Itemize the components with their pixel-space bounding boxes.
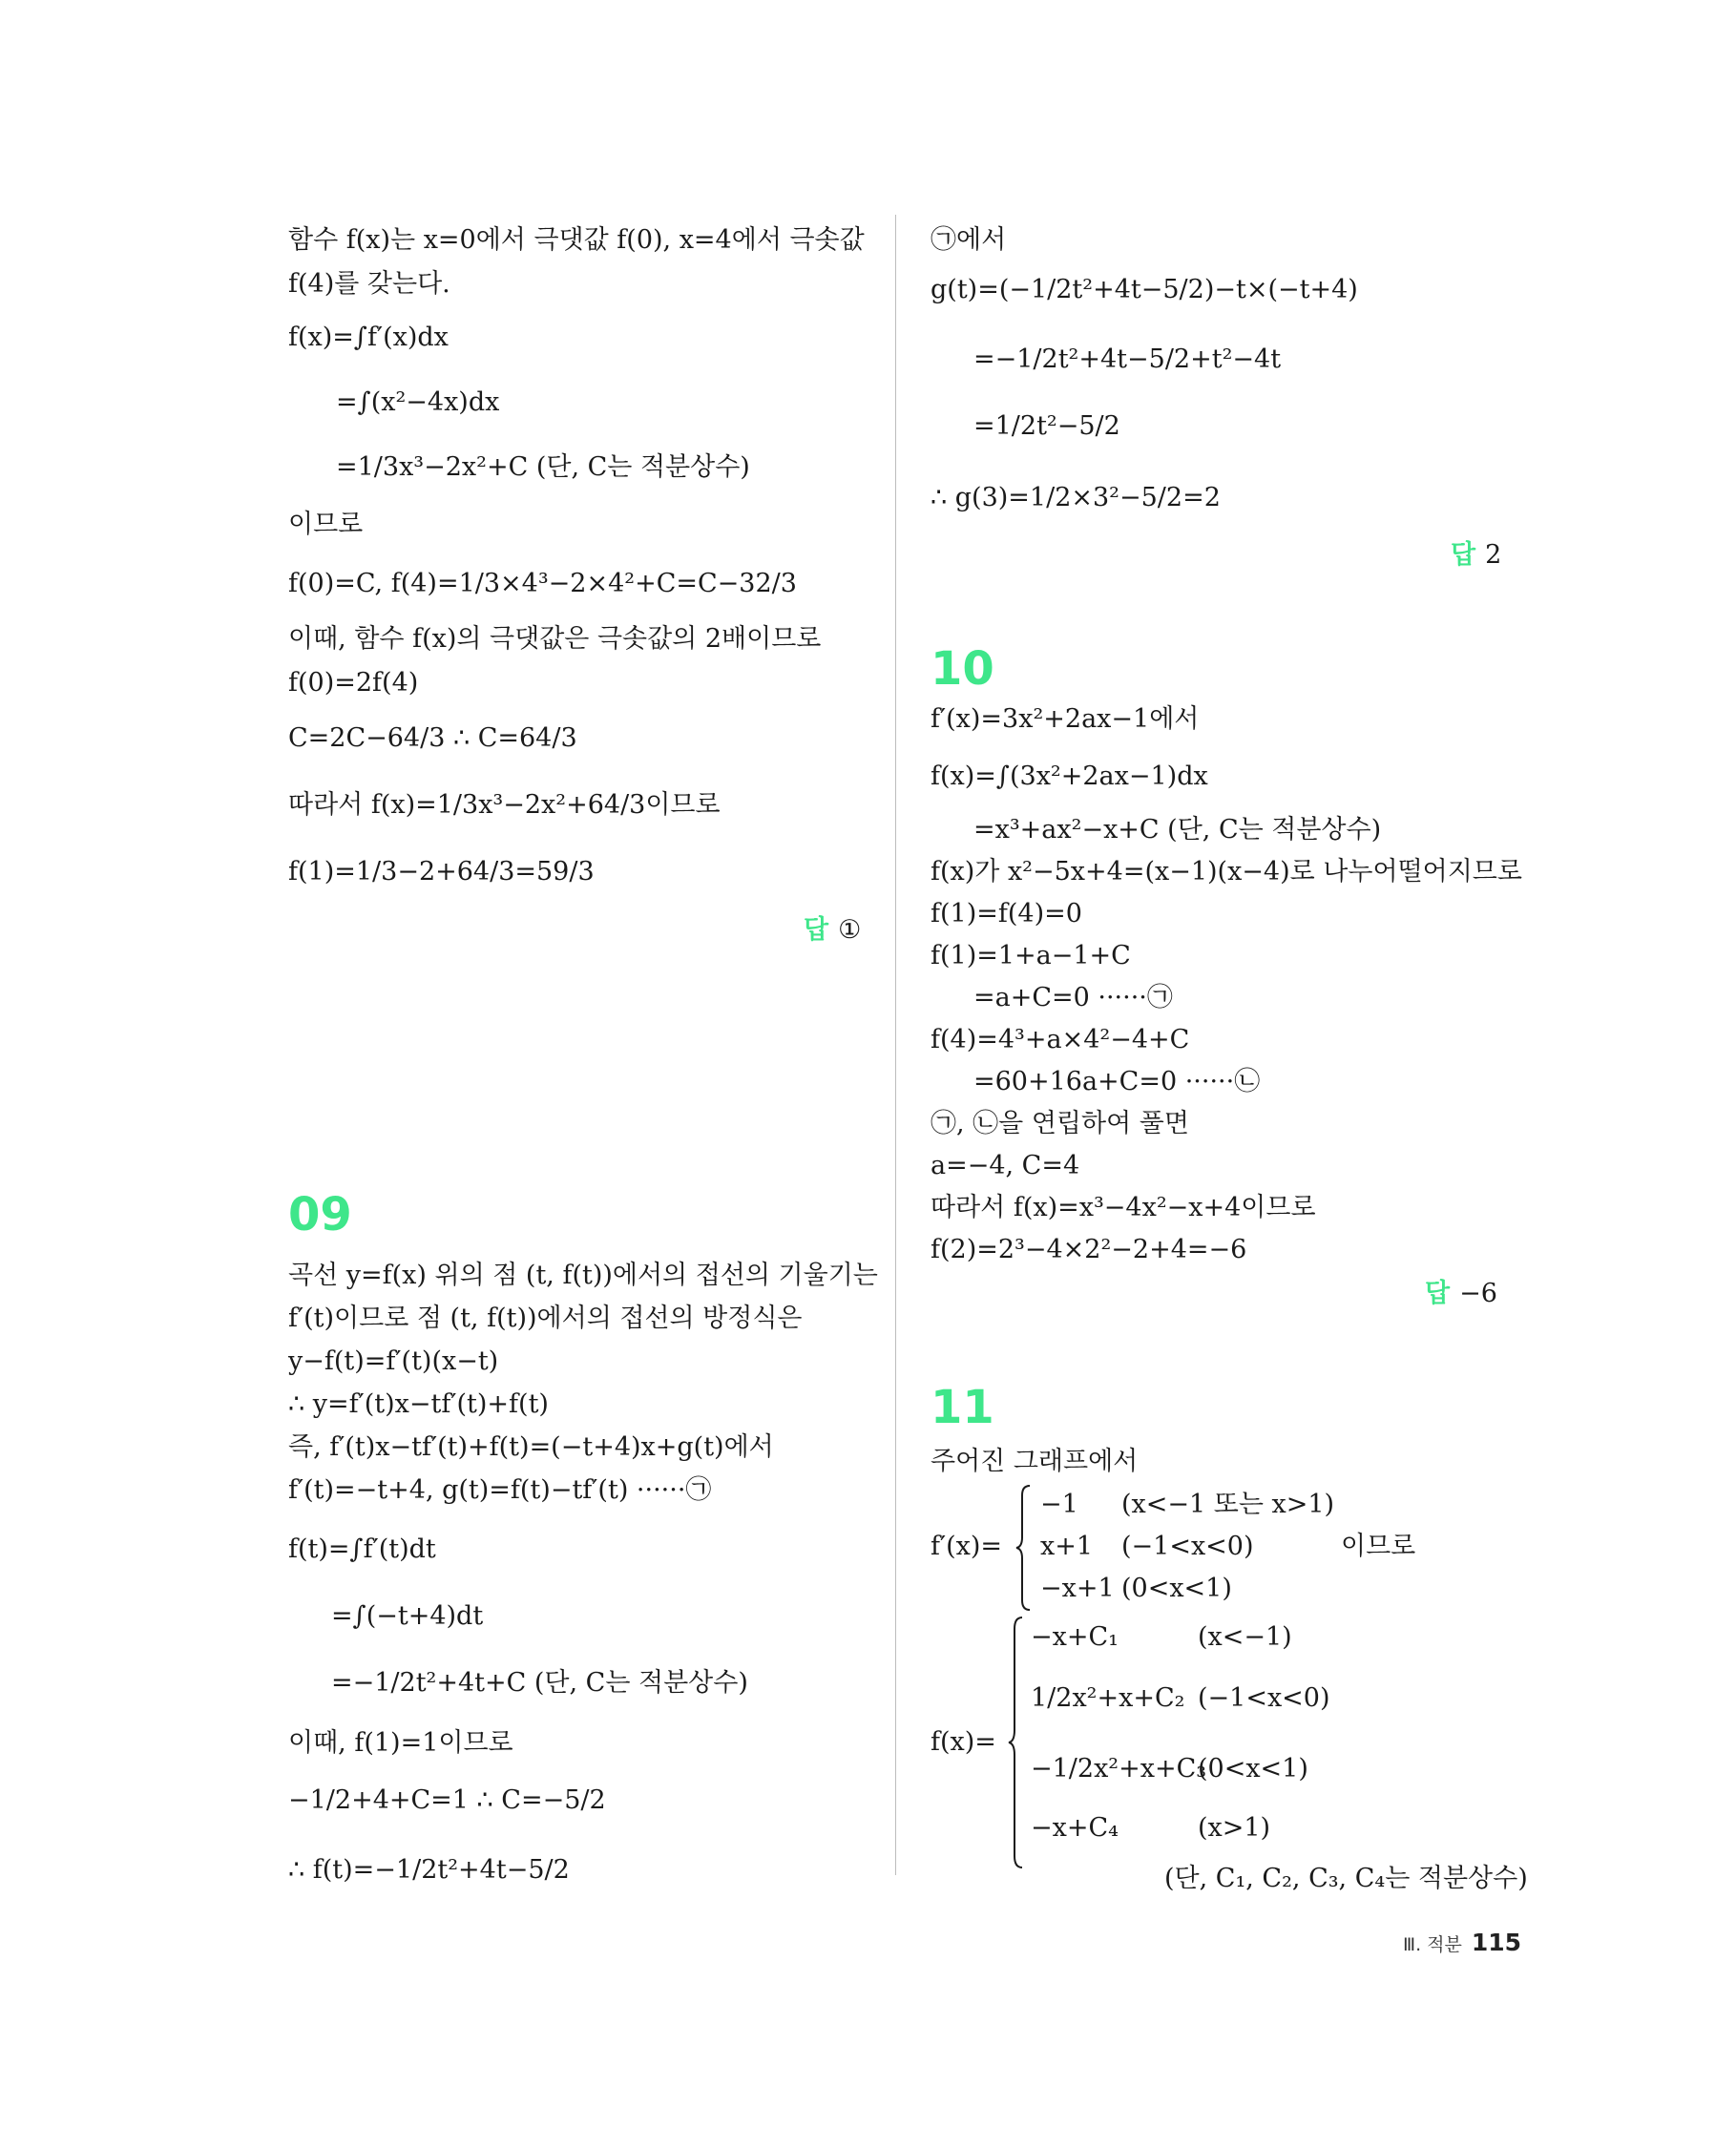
text-line: 이므로 bbox=[288, 510, 364, 539]
piecewise-lhs: f′(x)= bbox=[931, 1532, 1003, 1561]
equation: a=−4, C=4 bbox=[931, 1151, 1080, 1180]
answer-label: 답 bbox=[1451, 540, 1476, 570]
answer bbox=[804, 914, 861, 947]
equation: =a+C=0 ······㉠ bbox=[973, 983, 1173, 1012]
piecewise-lhs: f(x)= bbox=[931, 1727, 996, 1757]
equation: f(x)=∫(3x²+2ax−1)dx bbox=[931, 762, 1208, 791]
equation: f(t)=∫f′(t)dt bbox=[288, 1534, 436, 1564]
text-line: ㉠에서 bbox=[931, 225, 1007, 255]
text-line: 곡선 y=f(x) 위의 점 (t, f(t))에서의 접선의 기울기는 bbox=[288, 1261, 878, 1290]
problem-number-09: 09 bbox=[288, 1188, 352, 1241]
problem-number-11: 11 bbox=[931, 1381, 994, 1434]
answer bbox=[1451, 539, 1501, 572]
text-line: f(x)가 x²−5x+4=(x−1)(x−4)로 나누어떨어지므로 bbox=[931, 857, 1522, 887]
case-cond: (x<−1) bbox=[1198, 1622, 1292, 1652]
case-expr: −1 bbox=[1040, 1490, 1078, 1519]
equation: =x³+ax²−x+C (단, C는 적분상수) bbox=[973, 815, 1382, 845]
chapter-label: Ⅲ. 적분 bbox=[1403, 1934, 1462, 1955]
problem-number-10: 10 bbox=[931, 642, 994, 696]
equation: −1/2+4+C=1 ∴ C=−5/2 bbox=[288, 1785, 606, 1815]
text-line: 이므로 bbox=[1341, 1532, 1416, 1561]
text-line: 따라서 f(x)=x³−4x²−x+4이므로 bbox=[931, 1193, 1316, 1222]
equation: f(4)=4³+a×4²−4+C bbox=[931, 1025, 1190, 1054]
text-line: 따라서 f(x)=1/3x³−2x²+64/3이므로 bbox=[288, 790, 721, 820]
equation: y−f(t)=f′(t)(x−t) bbox=[288, 1346, 499, 1376]
column-divider bbox=[895, 215, 896, 1875]
equation: ∴ g(3)=1/2×3²−5/2=2 bbox=[931, 483, 1221, 512]
equation: =60+16a+C=0 ······㉡ bbox=[973, 1067, 1261, 1096]
answer-label: 답 bbox=[1425, 1279, 1451, 1308]
case-cond: (0<x<1) bbox=[1121, 1574, 1232, 1603]
equation: =−1/2t²+4t+C (단, C는 적분상수) bbox=[331, 1668, 748, 1698]
page-footer bbox=[1403, 1928, 1521, 1957]
text-line: ㉠, ㉡을 연립하여 풀면 bbox=[931, 1109, 1189, 1138]
text-line: 주어진 그래프에서 bbox=[931, 1447, 1139, 1476]
equation: f(0)=2f(4) bbox=[288, 668, 419, 698]
answer-value: −6 bbox=[1459, 1279, 1497, 1308]
text-line: f(4)를 갖는다. bbox=[288, 269, 450, 299]
equation: =1/2t²−5/2 bbox=[973, 411, 1120, 441]
case-expr: x+1 bbox=[1040, 1532, 1094, 1561]
equation: f(x)=∫f′(x)dx bbox=[288, 323, 449, 352]
left-brace bbox=[1014, 1484, 1034, 1612]
equation: g(t)=(−1/2t²+4t−5/2)−t×(−t+4) bbox=[931, 275, 1358, 304]
text-line: f′(t)이므로 점 (t, f(t))에서의 접선의 방정식은 bbox=[288, 1304, 803, 1333]
case-expr: −x+1 bbox=[1040, 1574, 1115, 1603]
equation: ∴ f(t)=−1/2t²+4t−5/2 bbox=[288, 1855, 570, 1885]
case-expr: 1/2x²+x+C₂ bbox=[1031, 1683, 1185, 1713]
case-expr: −x+C₄ bbox=[1031, 1813, 1119, 1843]
equation: f(1)=f(4)=0 bbox=[931, 899, 1082, 928]
constant-note: (단, C₁, C₂, C₃, C₄는 적분상수) bbox=[1164, 1864, 1528, 1893]
equation: f(2)=2³−4×2²−2+4=−6 bbox=[931, 1235, 1247, 1264]
equation: =−1/2t²+4t−5/2+t²−4t bbox=[973, 344, 1282, 374]
case-cond: (x>1) bbox=[1198, 1813, 1271, 1843]
text-line: 이때, 함수 f(x)의 극댓값은 극솟값의 2배이므로 bbox=[288, 624, 822, 654]
case-cond: (−1<x<0) bbox=[1121, 1532, 1254, 1561]
equation: =∫(−t+4)dt bbox=[331, 1601, 484, 1631]
text-line: 함수 f(x)는 x=0에서 극댓값 f(0), x=4에서 극솟값 bbox=[288, 225, 865, 255]
answer-value: 2 bbox=[1485, 540, 1502, 570]
case-expr: −1/2x²+x+C₃ bbox=[1031, 1754, 1207, 1784]
text-line: 즉, f′(t)x−tf′(t)+f(t)=(−t+4)x+g(t)에서 bbox=[288, 1432, 774, 1462]
answer-value: ① bbox=[838, 915, 862, 945]
text-line: 이때, f(1)=1이므로 bbox=[288, 1728, 513, 1758]
equation: f(1)=1+a−1+C bbox=[931, 941, 1131, 970]
page-number: 115 bbox=[1471, 1929, 1522, 1956]
answer-label: 답 bbox=[804, 915, 829, 945]
equation: =∫(x²−4x)dx bbox=[336, 387, 500, 417]
equation: =1/3x³−2x²+C (단, C는 적분상수) bbox=[336, 452, 750, 482]
answer bbox=[1425, 1278, 1497, 1310]
case-expr: −x+C₁ bbox=[1031, 1622, 1119, 1652]
case-cond: (x<−1 또는 x>1) bbox=[1121, 1490, 1335, 1519]
equation: C=2C−64/3 ∴ C=64/3 bbox=[288, 723, 577, 753]
equation: f(1)=1/3−2+64/3=59/3 bbox=[288, 857, 595, 887]
equation: f′(t)=−t+4, g(t)=f(t)−tf′(t) ······㉠ bbox=[288, 1475, 712, 1505]
left-brace bbox=[1007, 1616, 1026, 1869]
equation: f(0)=C, f(4)=1/3×4³−2×4²+C=C−32/3 bbox=[288, 569, 797, 598]
equation: f′(x)=3x²+2ax−1에서 bbox=[931, 704, 1200, 734]
case-cond: (−1<x<0) bbox=[1198, 1683, 1330, 1713]
case-cond: (0<x<1) bbox=[1198, 1754, 1308, 1784]
equation: ∴ y=f′(t)x−tf′(t)+f(t) bbox=[288, 1389, 549, 1419]
